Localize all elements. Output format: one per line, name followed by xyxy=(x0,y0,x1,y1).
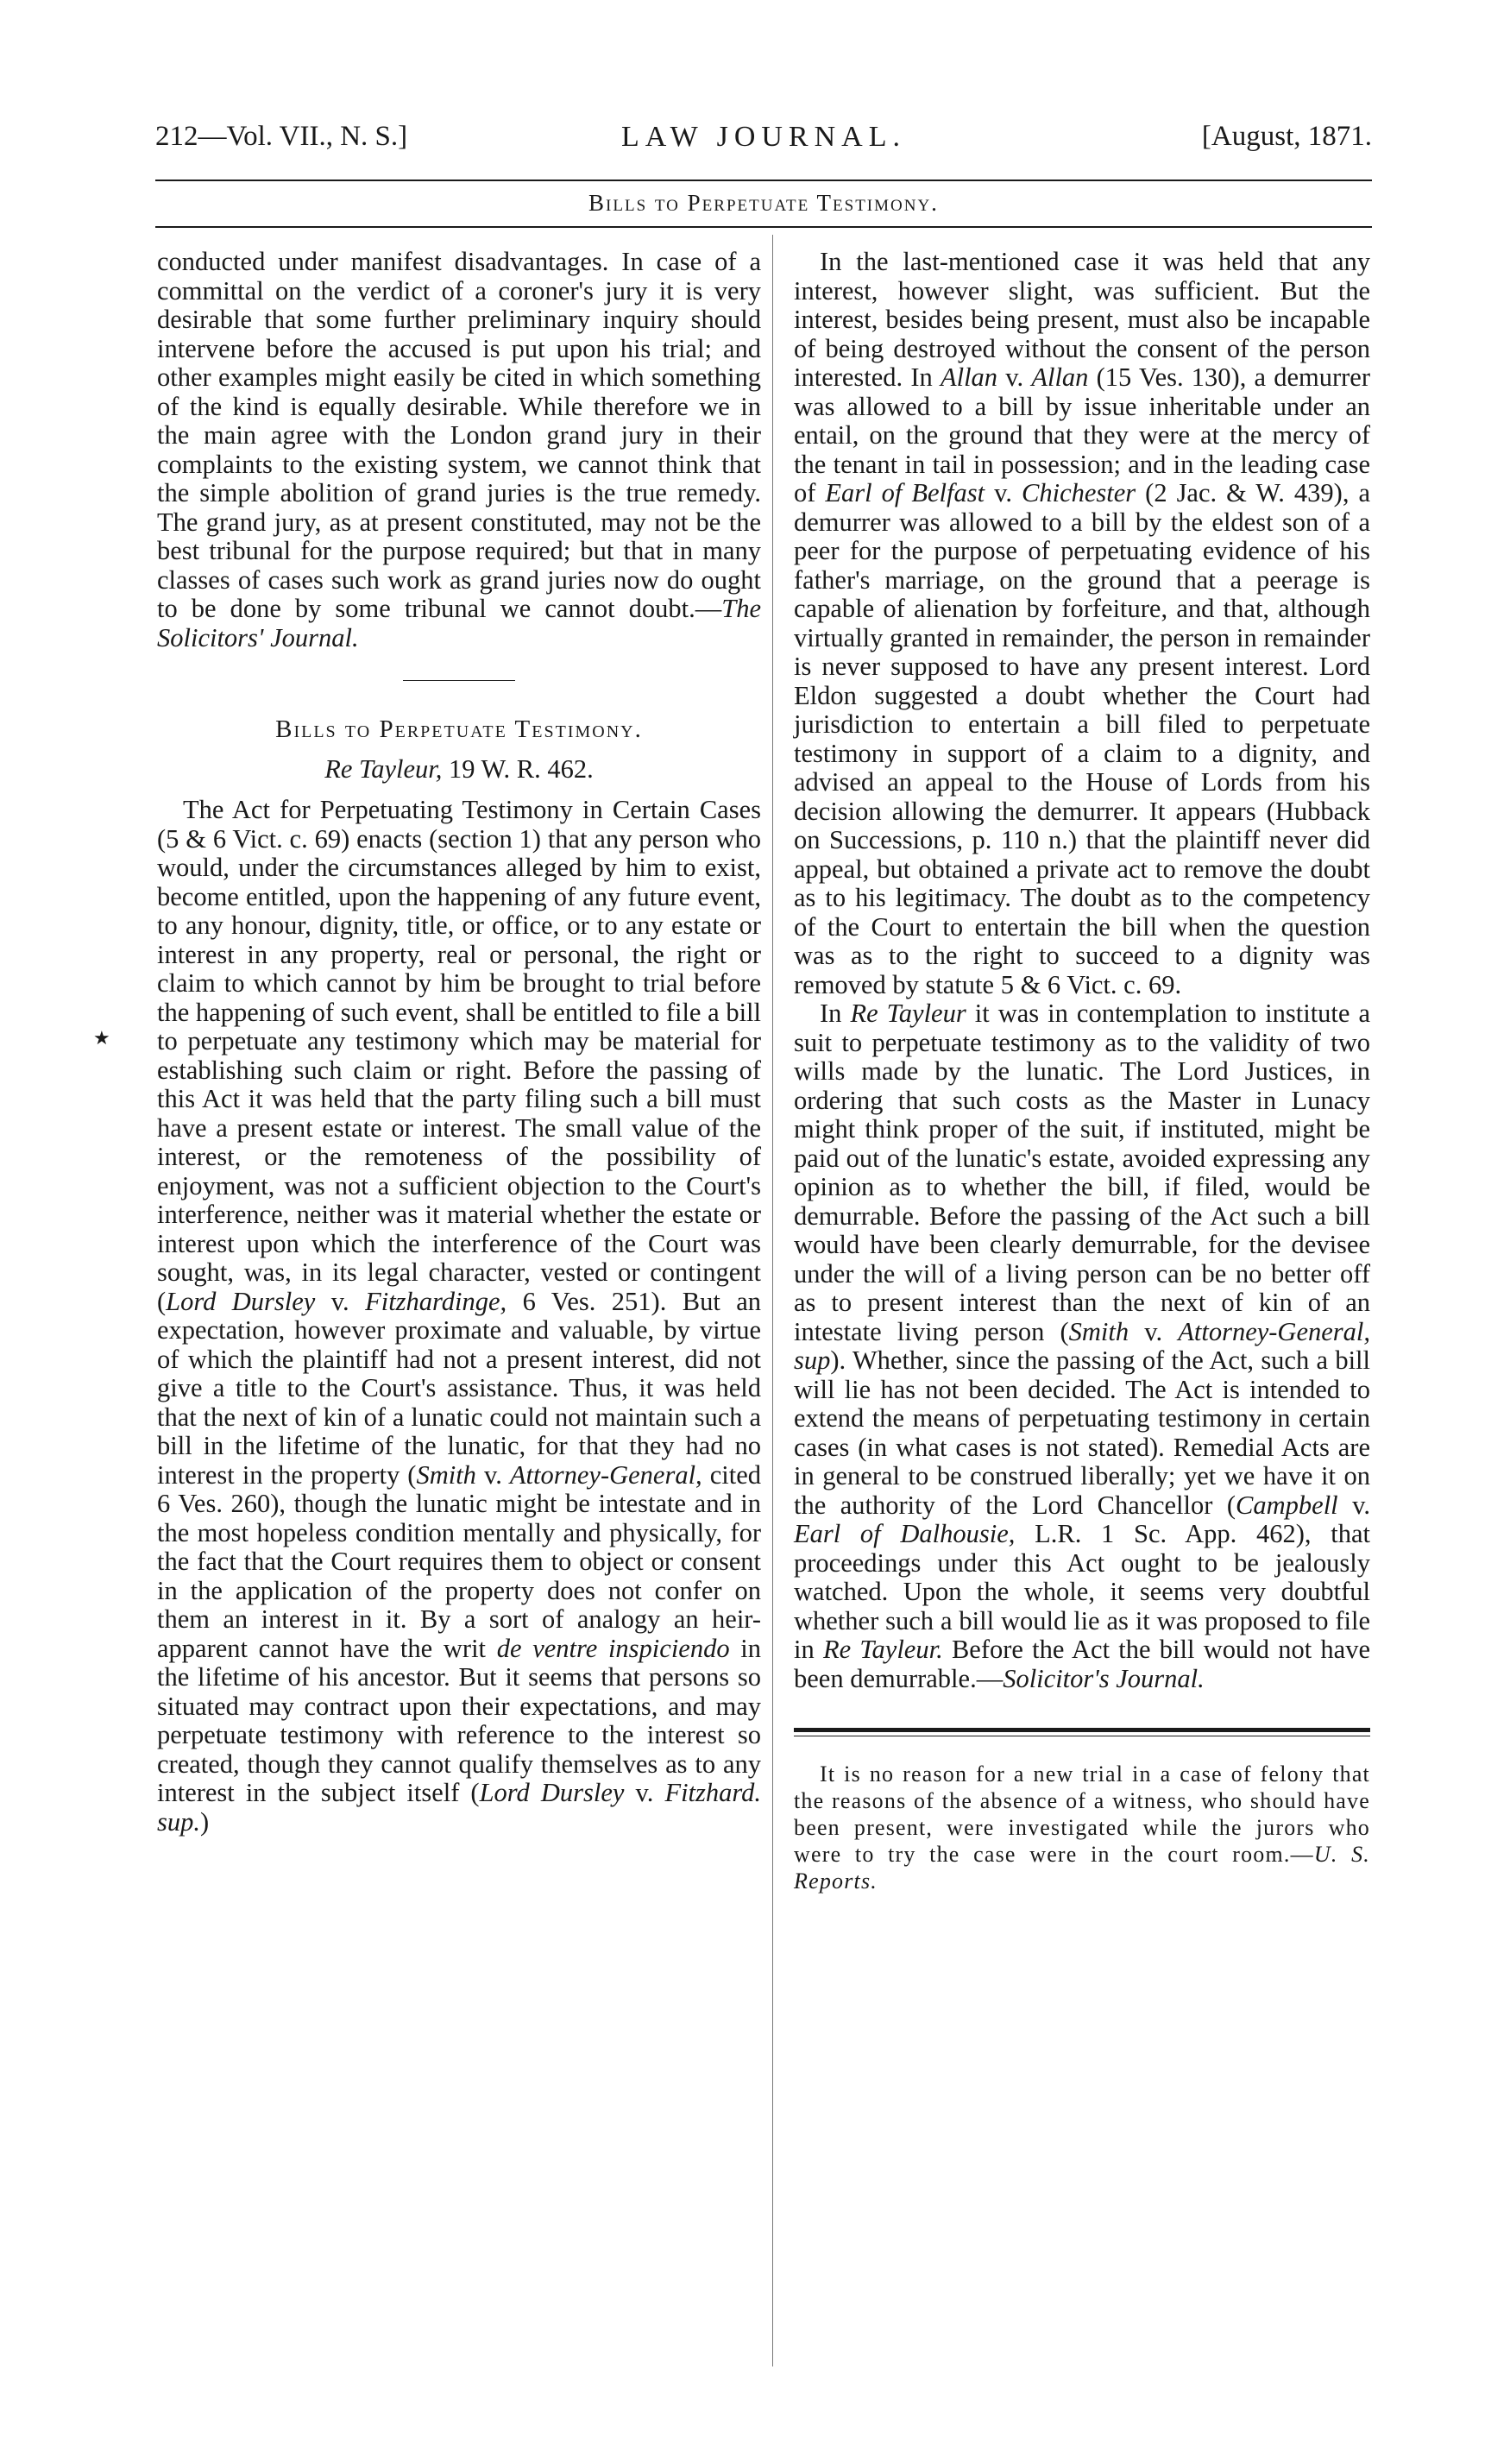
right-column xyxy=(794,248,1370,1894)
article-paragraph: In Re Tayleur it was in contemplation to institute a suit to perpetuate testimony as to the validity of two wills made by the lunatic. The Lord Justices, in ordering that such costs as the Master in Lunacy might think proper of the suit, if instituted, might be paid out of the lunatic's estate, avoided expressing any opinion as to whether the bill, if filed, would be demurrable. Before the passing of the Act such a bill would have been clearly demurrable, for the devisee under the will of a living person can be no better off as to present interest than the next of kin of an intestate living person (Smith v. Attorney-General, sup). Whether, since the passing of the Act, such a bill will lie has not been decided. The Act is intended to extend the means of perpetuating testimony in certain cases (in what cases is not stated). Remedial Acts are in general to be construed liberally; yet we have it on the authority of the Lord Chancellor (Campbell v. Earl of Dalhousie, L.R. 1 Sc. App. 462), that proceedings under this Act ought to be jealously watched. Upon the whole, it seems very doubtful whether such a bill would lie as it was proposed to file in Re Tayleur. Before the Act the bill would not have been demurrable.—Solicitor's Journal. xyxy=(794,999,1371,1693)
issue-date: [August, 1871. xyxy=(1201,121,1372,152)
intro-source: The Solicitors' Journal. xyxy=(157,594,761,652)
column-divider xyxy=(772,235,773,2366)
section-title: Bills to Perpetuate Testimony. xyxy=(275,715,643,743)
section-separator xyxy=(403,680,515,681)
note-source: U. S. Reports. xyxy=(794,1842,1370,1894)
legal-note: It is no reason for a new trial in a case of felony that the reasons of the absence of a witness, who should have been present, were investigated while the jurors who were to try the case were in the court room.—U. S. Reports. xyxy=(794,1761,1370,1894)
case-citation: Re Tayleur, 19 W. R. 462. xyxy=(324,753,594,784)
article-paragraph: In the last-mentioned case it was held that any interest, however slight, was sufficient. But the interest, besides being present, must also be incapable of being destroyed without the consent of the person interested. In Allan v. Allan (15 Ves. 130), a demurrer was allowed to a bill by issue inheritable under an entail, on the ground that they were at the mercy of the tenant in tail in possession; and in the leading case of Earl of Belfast v. Chichester (2 Jac. & W. 439), a demurrer was allowed to a bill by the eldest son of a peer for the purpose of perpetuating evidence of his father's marriage, on the ground that a peerage is capable of alienation by forfeiture, and that, although virtually granted in remainder, the person in remainder is never supposed to have any present interest. Lord Eldon suggested a doubt whether the Court had jurisdiction to entertain a bill filed to perpetuate testimony in support of a claim to a dignity, and advised an appeal to the House of Lords from his decision allowing the demurrer. It appears (Hubback on Successions, p. 110 n.) that the plaintiff never did appeal, but obtained a private act to remove the doubt as to his legitimacy. The doubt as to the competency of the Court to entertain the bill when the question was as to the right to succeed to a dignity was removed by statute 5 & 6 Vict. c. 69. xyxy=(794,247,1370,999)
running-title-rule xyxy=(155,226,1372,228)
journal-title: LAW JOURNAL. xyxy=(621,121,906,153)
left-column xyxy=(157,248,761,1837)
running-title: Bills to Perpetuate Testimony. xyxy=(588,190,939,216)
article-body: The Act for Perpetuating Testimony in Certain Cases (5 & 6 Vict. c. 69) enacts (section 1) that any person who would, under the circumstances alleged by him to exist, become entitled, upon the happening of any future event, to any honour, dignity, title, or office, or to any estate or interest in any property, real or personal, the right or claim to which cannot by him be brought to trial before the happening of such event, shall be entitled to file a bill to perpetuate any testimony which may be material for establishing such claim or right. Before the passing of this Act it was held that the party filing such a bill must have a present estate or interest. The small value of the interest, or the remoteness of the possibility of enjoyment, was not a sufficient objection to the Court's interference, neither was it material whether the estate or interest upon which the interference of the Court was sought, was, in its legal character, vested or contingent (Lord Dursley v. Fitzhardinge, 6 Ves. 251). But an expectation, however proximate and valuable, by virtue of which the plaintiff had not a present interest, did not give a title to the Court's assistance. Thus, it was held that the next of kin of a lunatic could not maintain such a bill in the lifetime of the lunatic, for that they had no interest in the property (Smith v. Attorney-General, cited 6 Ves. 260), though the lunatic might be intestate and in the most hopeless condition mentally and physically, for the fact that the Court requires them to object or consent in the application of the property does not confer on them an interest in it. By a sort of analogy an heir-apparent cannot have the writ de ventre inspiciendo in the lifetime of his ancestor. But it seems that persons so situated may contract upon their expectations, and may perpetuate testimony with reference to the interest so created, though they cannot qualify themselves as to any interest in the subject itself (Lord Dursley v. Fitzhard. sup.) xyxy=(157,795,762,1837)
page-header xyxy=(155,121,1372,164)
section-double-rule xyxy=(794,1728,1370,1736)
header-rule xyxy=(155,180,1372,181)
page-number-volume: 212—Vol. VII., N. S.] xyxy=(155,121,408,152)
intro-paragraph: conducted under manifest disadvantages. In case of a committal on the verdict of a coroner's jury it is very desirable that some further preliminary inquiry should intervene before the accused is put upon his trial; and other examples might easily be cited in which something of the kind is equally desirable. While therefore we in the main agree with the London grand jury in their complaints to the existing system, we cannot think that the simple abolition of grand juries is the true remedy. The grand jury, as at present constituted, may not be the best tribunal for the purpose required; but that in many classes of cases such work as grand juries now do ought to be done by some tribunal we cannot doubt.—The Solicitors' Journal. xyxy=(157,247,761,652)
margin-mark: ★ xyxy=(93,1027,110,1049)
